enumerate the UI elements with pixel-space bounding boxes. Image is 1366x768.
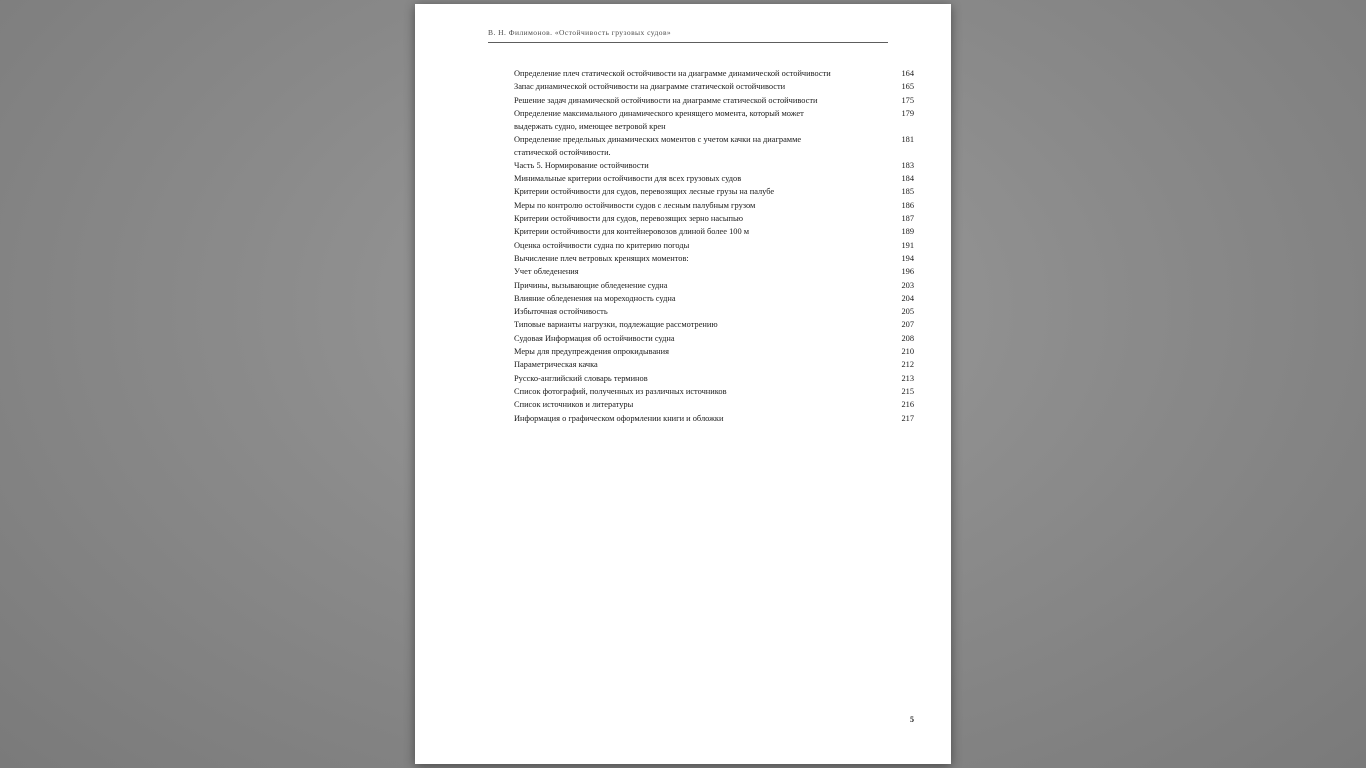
toc-entry-title: Список источников и литературы	[514, 400, 634, 410]
toc-entry-title: Информация о графическом оформлении книги и обложки	[514, 413, 724, 423]
toc-entry-title: Причины, вызывающие обледенение судна	[514, 280, 668, 290]
toc-entry-title: Запас динамической остойчивости на диаграмме статической остойчивости	[514, 82, 786, 92]
toc-entry-title: Параметрическая качка	[514, 360, 598, 370]
toc-entry-title: Влияние обледенения на мореходность судна	[514, 293, 676, 303]
toc-entry-page: 194	[901, 253, 914, 263]
toc-entry-page: 187	[901, 214, 914, 224]
toc-entry[interactable]	[514, 160, 914, 173]
toc-entry-title: Меры для предупреждения опрокидывания	[514, 347, 669, 357]
toc-entry-page: 213	[901, 373, 914, 383]
running-head: В. Н. Филимонов. «Остойчивость грузовых судов»	[488, 28, 672, 37]
toc-entry-title: Часть 5. Нормирование остойчивости	[514, 160, 649, 170]
toc-entry-page: 175	[901, 95, 914, 105]
toc-entry-page: 217	[901, 413, 914, 423]
toc-entry-page: 185	[901, 187, 914, 197]
toc-entry[interactable]	[514, 134, 914, 159]
toc-entry[interactable]	[514, 373, 914, 386]
toc-entry[interactable]	[514, 108, 914, 133]
toc-entry[interactable]	[514, 346, 914, 359]
toc-entry-page: 212	[901, 360, 914, 370]
toc-entry[interactable]	[514, 319, 914, 332]
toc-entry[interactable]	[514, 253, 914, 266]
toc-entry[interactable]	[514, 213, 914, 226]
toc-entry[interactable]	[514, 240, 914, 253]
toc-entry-title: Решение задач динамической остойчивости на диаграмме статической остойчивости	[514, 95, 818, 105]
toc-entry-title: Учет обледенения	[514, 267, 579, 277]
toc-entry-title: Список фотографий, полученных из различных источников	[514, 386, 727, 396]
toc-entry-page: 186	[901, 200, 914, 210]
table-of-contents	[514, 68, 914, 426]
toc-entry-page: 183	[901, 160, 914, 170]
toc-entry[interactable]	[514, 186, 914, 199]
toc-entry-title: Определение предельных динамических моментов с учетом качки на диаграмме статической остойчивости.	[514, 134, 802, 157]
toc-entry[interactable]	[514, 413, 914, 426]
toc-entry-title: Критерии остойчивости для контейнеровозов длиной более 100 м	[514, 227, 750, 237]
toc-entry-page: 179	[901, 108, 914, 118]
toc-entry-page: 189	[901, 227, 914, 237]
toc-entry-page: 204	[901, 293, 914, 303]
header-rule	[488, 42, 888, 43]
toc-entry-page: 164	[901, 69, 914, 78]
toc-entry[interactable]	[514, 399, 914, 412]
toc-entry[interactable]	[514, 95, 914, 108]
toc-entry-page: 196	[901, 267, 914, 277]
document-page	[415, 4, 951, 764]
toc-entry-title: Критерии остойчивости для судов, перевозящих зерно насыпью	[514, 214, 744, 224]
toc-entry-page: 207	[901, 320, 914, 330]
toc-entry-title: Оценка остойчивости судна по критерию погоды	[514, 240, 690, 250]
toc-entry-page: 203	[901, 280, 914, 290]
toc-entry[interactable]	[514, 306, 914, 319]
toc-entry[interactable]	[514, 68, 914, 81]
toc-entry-page: 184	[901, 174, 914, 184]
toc-entry[interactable]	[514, 266, 914, 279]
toc-entry[interactable]	[514, 226, 914, 239]
toc-entry[interactable]	[514, 386, 914, 399]
toc-entry-page: 215	[901, 386, 914, 396]
toc-entry[interactable]	[514, 359, 914, 372]
toc-entry-title: Русско-английский словарь терминов	[514, 373, 648, 383]
toc-entry[interactable]	[514, 200, 914, 213]
toc-entry-page: 181	[901, 134, 914, 144]
toc-entry-page: 191	[901, 240, 914, 250]
toc-entry-title: Меры по контролю остойчивости судов с лесным палубным грузом	[514, 200, 756, 210]
toc-entry[interactable]	[514, 173, 914, 186]
toc-entry[interactable]	[514, 81, 914, 94]
toc-entry-title: Определение максимального динамического кренящего момента, который может выдержать судно, имеющее ветровой крен	[514, 108, 804, 131]
toc-entry-title: Определение плеч статической остойчивости на диаграмме динамической остойчивости	[514, 69, 831, 78]
toc-entry[interactable]	[514, 293, 914, 306]
toc-entry[interactable]	[514, 333, 914, 346]
toc-entry-title: Минимальные критерии остойчивости для всех грузовых судов	[514, 174, 742, 184]
toc-entry-page: 210	[901, 347, 914, 357]
toc-entry-title: Критерии остойчивости для судов, перевозящих лесные грузы на палубе	[514, 187, 775, 197]
toc-entry-title: Избыточная остойчивость	[514, 307, 608, 317]
toc-entry-page: 216	[901, 400, 914, 410]
toc-entry-title: Судовая Информация об остойчивости судна	[514, 333, 675, 343]
toc-entry-page: 208	[901, 333, 914, 343]
toc-entry-title: Вычисление плеч ветровых кренящих моментов:	[514, 253, 689, 263]
toc-entry-page: 165	[901, 82, 914, 92]
page-content	[415, 4, 951, 764]
toc-entry-page: 205	[901, 307, 914, 317]
toc-entry[interactable]	[514, 280, 914, 293]
toc-entry-title: Типовые варианты нагрузки, подлежащие рассмотрению	[514, 320, 718, 330]
page-number: 5	[910, 715, 914, 724]
